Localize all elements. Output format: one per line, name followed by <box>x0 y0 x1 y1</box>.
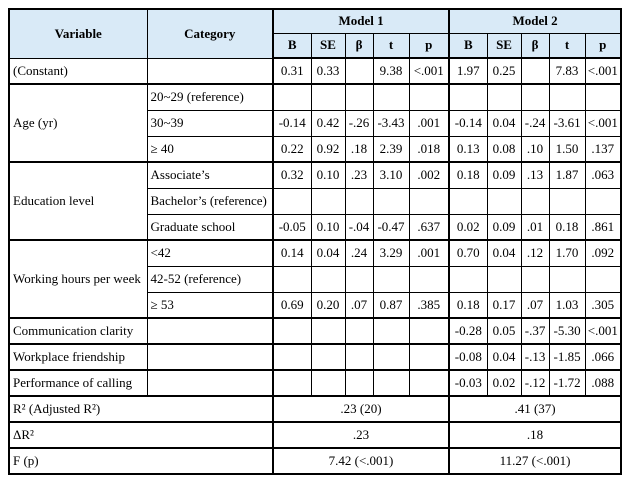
m2-b-cell <box>449 266 487 292</box>
m2-se-cell: 0.17 <box>487 292 521 318</box>
m1-b-cell: 0.22 <box>273 136 311 162</box>
header-m2-se: SE <box>487 33 521 58</box>
m2-p-cell <box>585 188 621 214</box>
summary-label: R² (Adjusted R²) <box>9 396 273 422</box>
m2-se-cell: 0.09 <box>487 162 521 188</box>
m2-se-cell: 0.25 <box>487 58 521 84</box>
m1-se-cell <box>311 318 345 344</box>
m1-se-cell: 0.20 <box>311 292 345 318</box>
m1-beta-cell <box>345 84 373 110</box>
m2-b-cell: 0.18 <box>449 162 487 188</box>
m1-se-cell: 0.10 <box>311 162 345 188</box>
m2-t-cell: 1.87 <box>549 162 585 188</box>
m1-b-cell <box>273 188 311 214</box>
m2-b-cell <box>449 84 487 110</box>
m1-se-cell: 0.10 <box>311 214 345 240</box>
m1-p-cell <box>409 188 449 214</box>
m2-t-cell: 1.50 <box>549 136 585 162</box>
header-m2-beta: β <box>521 33 549 58</box>
header-m1-t: t <box>373 33 409 58</box>
m1-t-cell: 9.38 <box>373 58 409 84</box>
m2-beta-cell: -.13 <box>521 344 549 370</box>
m2-beta-cell: -.12 <box>521 370 549 396</box>
m1-b-cell: -0.14 <box>273 110 311 136</box>
summary-model1-value: 7.42 (<.001) <box>273 448 449 474</box>
m2-t-cell <box>549 84 585 110</box>
m1-beta-cell: .23 <box>345 162 373 188</box>
m2-se-cell: 0.04 <box>487 110 521 136</box>
m2-b-cell: 0.18 <box>449 292 487 318</box>
m2-t-cell <box>549 266 585 292</box>
m2-t-cell: 1.03 <box>549 292 585 318</box>
m1-t-cell <box>373 370 409 396</box>
variable-cell: Age (yr) <box>9 84 147 162</box>
row-f-statistic <box>9 448 621 474</box>
m2-t-cell: 7.83 <box>549 58 585 84</box>
m1-p-cell <box>409 370 449 396</box>
m2-b-cell: -0.14 <box>449 110 487 136</box>
m2-beta-cell <box>521 188 549 214</box>
category-cell: 42-52 (reference) <box>147 266 273 292</box>
m2-p-cell: .063 <box>585 162 621 188</box>
row-r-squared <box>9 396 621 422</box>
m2-se-cell: 0.04 <box>487 240 521 266</box>
header-m2-t: t <box>549 33 585 58</box>
m2-beta-cell: .13 <box>521 162 549 188</box>
m1-beta-cell <box>345 344 373 370</box>
m1-t-cell: -3.43 <box>373 110 409 136</box>
m2-beta-cell: .12 <box>521 240 549 266</box>
category-cell: Graduate school <box>147 214 273 240</box>
m2-p-cell: .137 <box>585 136 621 162</box>
m2-se-cell <box>487 84 521 110</box>
m1-beta-cell: .24 <box>345 240 373 266</box>
m1-b-cell <box>273 370 311 396</box>
m1-beta-cell <box>345 370 373 396</box>
m2-b-cell: -0.03 <box>449 370 487 396</box>
m2-p-cell: .861 <box>585 214 621 240</box>
m2-t-cell: -5.30 <box>549 318 585 344</box>
m1-se-cell: 0.33 <box>311 58 345 84</box>
m1-p-cell: .018 <box>409 136 449 162</box>
m1-p-cell: .002 <box>409 162 449 188</box>
m2-t-cell <box>549 188 585 214</box>
header-m1-beta: β <box>345 33 373 58</box>
m2-b-cell: 0.13 <box>449 136 487 162</box>
m1-p-cell: .637 <box>409 214 449 240</box>
header-m2-b: B <box>449 33 487 58</box>
m2-p-cell: <.001 <box>585 318 621 344</box>
m2-se-cell: 0.02 <box>487 370 521 396</box>
regression-table-container <box>8 8 622 475</box>
m2-beta-cell <box>521 58 549 84</box>
m2-se-cell <box>487 266 521 292</box>
category-cell: Bachelor’s (reference) <box>147 188 273 214</box>
m2-b-cell: -0.08 <box>449 344 487 370</box>
row-delta-r-squared <box>9 422 621 448</box>
row-age-20-29 <box>9 84 621 110</box>
summary-label: ΔR² <box>9 422 273 448</box>
header-m2-p: p <box>585 33 621 58</box>
m1-se-cell <box>311 188 345 214</box>
m1-t-cell <box>373 318 409 344</box>
m2-p-cell: .066 <box>585 344 621 370</box>
row-edu-associates <box>9 162 621 188</box>
m1-p-cell <box>409 266 449 292</box>
m2-t-cell: -3.61 <box>549 110 585 136</box>
m2-t-cell: -1.72 <box>549 370 585 396</box>
m1-b-cell <box>273 318 311 344</box>
variable-cell: Workplace friendship <box>9 344 147 370</box>
m1-se-cell: 0.92 <box>311 136 345 162</box>
header-m1-se: SE <box>311 33 345 58</box>
category-cell <box>147 58 273 84</box>
m1-p-cell <box>409 318 449 344</box>
header-m1-b: B <box>273 33 311 58</box>
m2-p-cell: .092 <box>585 240 621 266</box>
category-cell <box>147 344 273 370</box>
header-variable: Variable <box>9 9 147 58</box>
m1-t-cell: 3.29 <box>373 240 409 266</box>
m1-se-cell <box>311 266 345 292</box>
m1-p-cell <box>409 84 449 110</box>
m2-b-cell <box>449 188 487 214</box>
m1-t-cell <box>373 188 409 214</box>
m1-t-cell: 2.39 <box>373 136 409 162</box>
m2-beta-cell <box>521 266 549 292</box>
m1-b-cell: 0.69 <box>273 292 311 318</box>
m1-se-cell <box>311 344 345 370</box>
m2-p-cell <box>585 84 621 110</box>
variable-cell: Communication clarity <box>9 318 147 344</box>
category-cell: 20~29 (reference) <box>147 84 273 110</box>
regression-table <box>8 8 622 475</box>
m2-se-cell: 0.04 <box>487 344 521 370</box>
header-category: Category <box>147 9 273 58</box>
m2-beta-cell: .07 <box>521 292 549 318</box>
m2-p-cell <box>585 266 621 292</box>
m2-t-cell: 0.18 <box>549 214 585 240</box>
row-performance-of-calling <box>9 370 621 396</box>
category-cell: Associate’s <box>147 162 273 188</box>
m1-b-cell: 0.14 <box>273 240 311 266</box>
summary-model1-value: .23 <box>273 422 449 448</box>
m1-p-cell: .001 <box>409 240 449 266</box>
summary-model2-value: .41 (37) <box>449 396 621 422</box>
m1-se-cell <box>311 370 345 396</box>
m1-t-cell <box>373 266 409 292</box>
m1-t-cell: 3.10 <box>373 162 409 188</box>
m2-beta-cell: .10 <box>521 136 549 162</box>
m2-b-cell: -0.28 <box>449 318 487 344</box>
category-cell: <42 <box>147 240 273 266</box>
m1-t-cell <box>373 344 409 370</box>
summary-model1-value: .23 (20) <box>273 396 449 422</box>
m2-b-cell: 0.02 <box>449 214 487 240</box>
category-cell <box>147 370 273 396</box>
m2-p-cell: <.001 <box>585 58 621 84</box>
m1-beta-cell <box>345 266 373 292</box>
m2-t-cell: -1.85 <box>549 344 585 370</box>
m1-se-cell <box>311 84 345 110</box>
row-workplace-friendship <box>9 344 621 370</box>
m1-b-cell <box>273 266 311 292</box>
m1-beta-cell: .07 <box>345 292 373 318</box>
m1-p-cell <box>409 344 449 370</box>
summary-label: F (p) <box>9 448 273 474</box>
summary-model2-value: 11.27 (<.001) <box>449 448 621 474</box>
m1-p-cell: .001 <box>409 110 449 136</box>
m2-beta-cell: .01 <box>521 214 549 240</box>
m1-p-cell: <.001 <box>409 58 449 84</box>
m1-b-cell: -0.05 <box>273 214 311 240</box>
m1-t-cell <box>373 84 409 110</box>
m2-t-cell: 1.70 <box>549 240 585 266</box>
m1-beta-cell <box>345 188 373 214</box>
m2-beta-cell: -.37 <box>521 318 549 344</box>
m1-beta-cell: -.04 <box>345 214 373 240</box>
variable-cell: Performance of calling <box>9 370 147 396</box>
m2-p-cell: <.001 <box>585 110 621 136</box>
m1-beta-cell: -.26 <box>345 110 373 136</box>
m1-b-cell <box>273 84 311 110</box>
m2-beta-cell <box>521 84 549 110</box>
m1-t-cell: -0.47 <box>373 214 409 240</box>
m1-beta-cell <box>345 58 373 84</box>
m1-se-cell: 0.42 <box>311 110 345 136</box>
m1-se-cell: 0.04 <box>311 240 345 266</box>
m2-p-cell: .088 <box>585 370 621 396</box>
m2-se-cell: 0.05 <box>487 318 521 344</box>
m1-b-cell <box>273 344 311 370</box>
m1-p-cell: .385 <box>409 292 449 318</box>
category-cell: 30~39 <box>147 110 273 136</box>
header-m1-p: p <box>409 33 449 58</box>
table-header <box>9 9 621 58</box>
m1-beta-cell <box>345 318 373 344</box>
m2-b-cell: 1.97 <box>449 58 487 84</box>
header-model1: Model 1 <box>273 9 449 33</box>
summary-model2-value: .18 <box>449 422 621 448</box>
m2-se-cell <box>487 188 521 214</box>
header-model2: Model 2 <box>449 9 621 33</box>
category-cell: ≥ 40 <box>147 136 273 162</box>
row-constant <box>9 58 621 84</box>
m1-beta-cell: .18 <box>345 136 373 162</box>
m2-beta-cell: -.24 <box>521 110 549 136</box>
category-cell <box>147 318 273 344</box>
m2-se-cell: 0.08 <box>487 136 521 162</box>
m2-b-cell: 0.70 <box>449 240 487 266</box>
m1-t-cell: 0.87 <box>373 292 409 318</box>
variable-cell: Working hours per week <box>9 240 147 318</box>
m2-se-cell: 0.09 <box>487 214 521 240</box>
row-communication-clarity <box>9 318 621 344</box>
category-cell: ≥ 53 <box>147 292 273 318</box>
m1-b-cell: 0.31 <box>273 58 311 84</box>
m1-b-cell: 0.32 <box>273 162 311 188</box>
variable-cell: Education level <box>9 162 147 240</box>
variable-cell: (Constant) <box>9 58 147 84</box>
row-hours-lt42 <box>9 240 621 266</box>
m2-p-cell: .305 <box>585 292 621 318</box>
